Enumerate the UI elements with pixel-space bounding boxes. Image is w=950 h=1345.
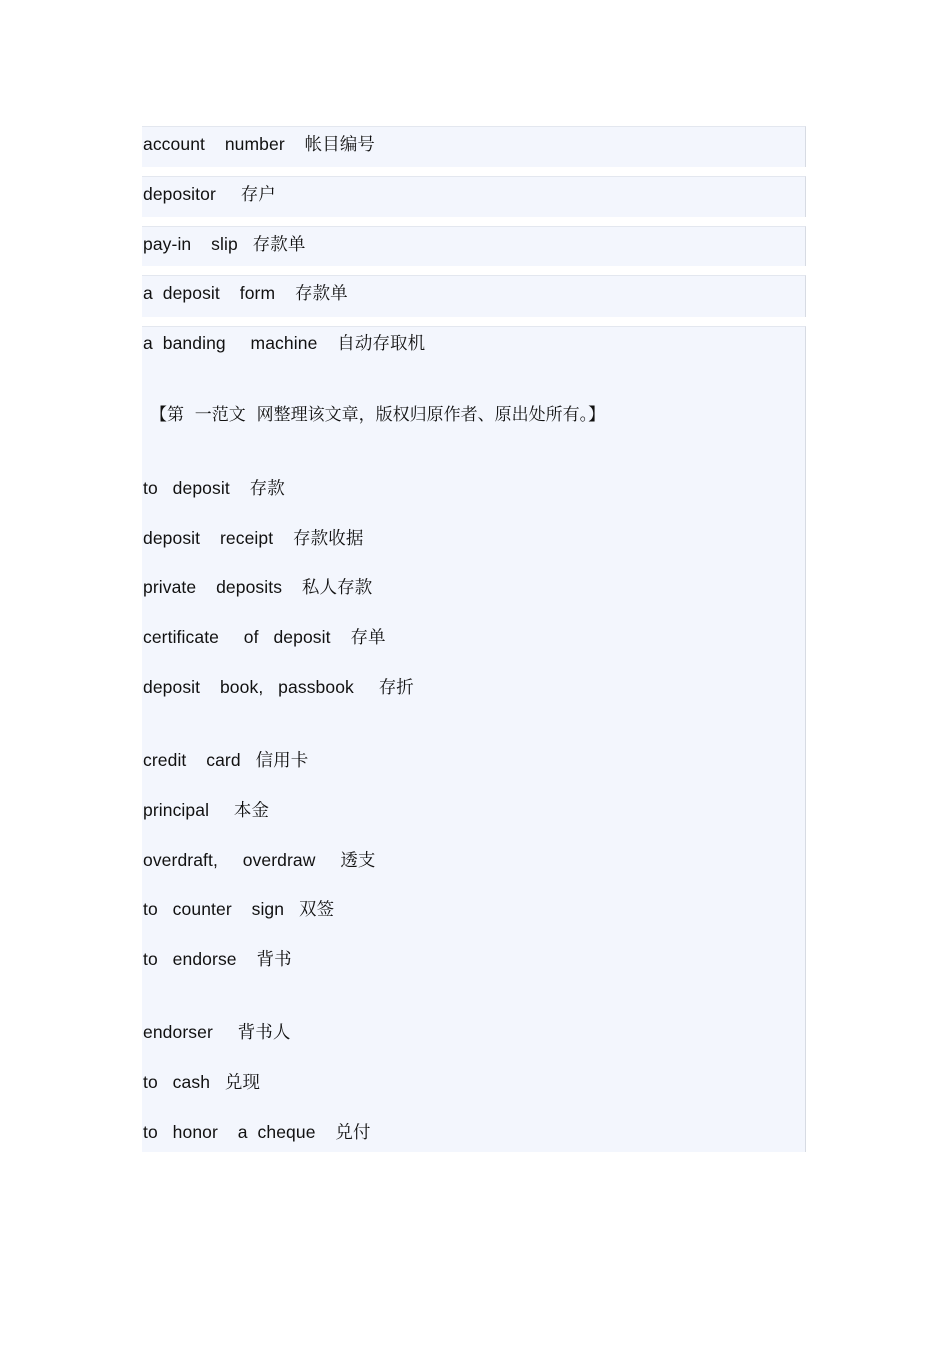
glossary-entry: depositor 存户 bbox=[143, 184, 276, 204]
glossary-entry: certificate of deposit 存单 bbox=[143, 627, 386, 647]
glossary-entry: private deposits 私人存款 bbox=[143, 577, 373, 597]
glossary-entry: overdraft, overdraw 透支 bbox=[143, 850, 376, 870]
glossary-entry: a banding machine 自动存取机 bbox=[143, 333, 426, 353]
glossary-entry: to honor a cheque 兑付 bbox=[143, 1122, 371, 1142]
glossary-entry: deposit book, passbook 存折 bbox=[143, 677, 414, 697]
glossary-entry: pay-in slip 存款单 bbox=[143, 234, 306, 254]
glossary-entry: to counter sign 双签 bbox=[143, 899, 335, 919]
glossary-entry: to endorse 背书 bbox=[143, 949, 292, 969]
glossary-entry: endorser 背书人 bbox=[143, 1022, 291, 1042]
glossary-entry: to deposit 存款 bbox=[143, 478, 285, 498]
glossary-entry: a deposit form 存款单 bbox=[143, 283, 348, 303]
glossary-entry: principal 本金 bbox=[143, 800, 270, 820]
glossary-entry: deposit receipt 存款收据 bbox=[143, 528, 364, 548]
glossary-entry: credit card 信用卡 bbox=[143, 750, 309, 770]
glossary-entry: to cash 兑现 bbox=[143, 1072, 261, 1092]
glossary-entry: account number 帐目编号 bbox=[143, 134, 376, 154]
source-note: 【第 一范文 网整理该文章，版权归原作者、原出处所有。】 bbox=[150, 405, 606, 425]
